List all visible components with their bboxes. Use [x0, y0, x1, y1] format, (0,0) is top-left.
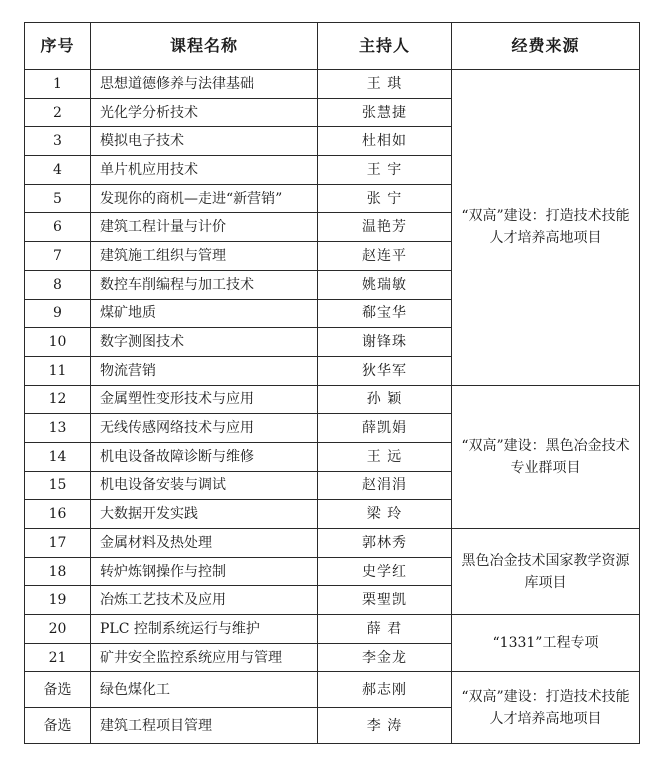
cell-course: 思想道德修养与法律基础 — [91, 70, 318, 99]
cell-host: 杜相如 — [318, 127, 452, 156]
cell-course: 发现你的商机—走进“新营销” — [91, 184, 318, 213]
cell-host: 郝志刚 — [318, 672, 452, 708]
table-row — [25, 529, 640, 558]
cell-course: 绿色煤化工 — [91, 672, 318, 708]
cell-host: 郗宝华 — [318, 299, 452, 328]
cell-host: 孙 颖 — [318, 385, 452, 414]
cell-host: 王 远 — [318, 442, 452, 471]
cell-course: 光化学分析技术 — [91, 98, 318, 127]
cell-source: “双高”建设：打造技术技能人才培养高地项目 — [452, 70, 640, 386]
cell-host: 史学红 — [318, 557, 452, 586]
cell-course: 机电设备安装与调试 — [91, 471, 318, 500]
cell-no: 13 — [25, 414, 91, 443]
cell-course: 单片机应用技术 — [91, 156, 318, 185]
cell-course: 机电设备故障诊断与维修 — [91, 442, 318, 471]
cell-no: 8 — [25, 270, 91, 299]
cell-host: 李 涛 — [318, 708, 452, 744]
cell-host: 谢锋珠 — [318, 328, 452, 357]
cell-host: 狄华军 — [318, 356, 452, 385]
cell-no: 11 — [25, 356, 91, 385]
cell-no: 4 — [25, 156, 91, 185]
cell-no: 7 — [25, 242, 91, 271]
cell-course: 建筑工程计量与计价 — [91, 213, 318, 242]
table-row — [25, 615, 640, 644]
cell-host: 王 琪 — [318, 70, 452, 99]
cell-no: 5 — [25, 184, 91, 213]
cell-course: 无线传感网络技术与应用 — [91, 414, 318, 443]
cell-course: 建筑施工组织与管理 — [91, 242, 318, 271]
cell-course: 矿井安全监控系统应用与管理 — [91, 643, 318, 672]
cell-host: 温艳芳 — [318, 213, 452, 242]
cell-no: 21 — [25, 643, 91, 672]
header-course: 课程名称 — [91, 23, 318, 70]
cell-no: 20 — [25, 615, 91, 644]
cell-host: 赵涓涓 — [318, 471, 452, 500]
cell-host: 薛 君 — [318, 615, 452, 644]
cell-source: 黑色冶金技术国家教学资源库项目 — [452, 529, 640, 615]
cell-course: 大数据开发实践 — [91, 500, 318, 529]
cell-source: “双高”建设：黑色冶金技术专业群项目 — [452, 385, 640, 528]
cell-no: 备选 — [25, 708, 91, 744]
course-table — [24, 22, 640, 744]
cell-no: 1 — [25, 70, 91, 99]
cell-course: 数字测图技术 — [91, 328, 318, 357]
cell-no: 12 — [25, 385, 91, 414]
cell-host: 梁 玲 — [318, 500, 452, 529]
cell-host: 姚瑞敏 — [318, 270, 452, 299]
header-source: 经费来源 — [452, 23, 640, 70]
table-row — [25, 672, 640, 708]
header-row — [25, 23, 640, 70]
table-row — [25, 70, 640, 99]
header-no: 序号 — [25, 23, 91, 70]
cell-course: 物流营销 — [91, 356, 318, 385]
cell-source: “双高”建设：打造技术技能人才培养高地项目 — [452, 672, 640, 744]
cell-no: 备选 — [25, 672, 91, 708]
cell-no: 17 — [25, 529, 91, 558]
cell-course: 转炉炼钢操作与控制 — [91, 557, 318, 586]
cell-no: 19 — [25, 586, 91, 615]
cell-host: 张慧捷 — [318, 98, 452, 127]
cell-source: “1331”工程专项 — [452, 615, 640, 672]
cell-course: 建筑工程项目管理 — [91, 708, 318, 744]
cell-host: 郭林秀 — [318, 529, 452, 558]
cell-host: 薛凯娟 — [318, 414, 452, 443]
header-host: 主持人 — [318, 23, 452, 70]
cell-no: 15 — [25, 471, 91, 500]
cell-course: 金属材料及热处理 — [91, 529, 318, 558]
cell-host: 王 宇 — [318, 156, 452, 185]
cell-no: 10 — [25, 328, 91, 357]
cell-course: 模拟电子技术 — [91, 127, 318, 156]
cell-course: 冶炼工艺技术及应用 — [91, 586, 318, 615]
cell-no: 2 — [25, 98, 91, 127]
cell-no: 6 — [25, 213, 91, 242]
cell-course: 金属塑性变形技术与应用 — [91, 385, 318, 414]
cell-course: 煤矿地质 — [91, 299, 318, 328]
cell-course: PLC 控制系统运行与维护 — [91, 615, 318, 644]
cell-host: 赵连平 — [318, 242, 452, 271]
cell-no: 9 — [25, 299, 91, 328]
cell-host: 栗聖凯 — [318, 586, 452, 615]
cell-no: 14 — [25, 442, 91, 471]
cell-no: 16 — [25, 500, 91, 529]
cell-host: 李金龙 — [318, 643, 452, 672]
cell-host: 张 宁 — [318, 184, 452, 213]
cell-course: 数控车削编程与加工技术 — [91, 270, 318, 299]
table-row — [25, 385, 640, 414]
cell-no: 18 — [25, 557, 91, 586]
cell-no: 3 — [25, 127, 91, 156]
